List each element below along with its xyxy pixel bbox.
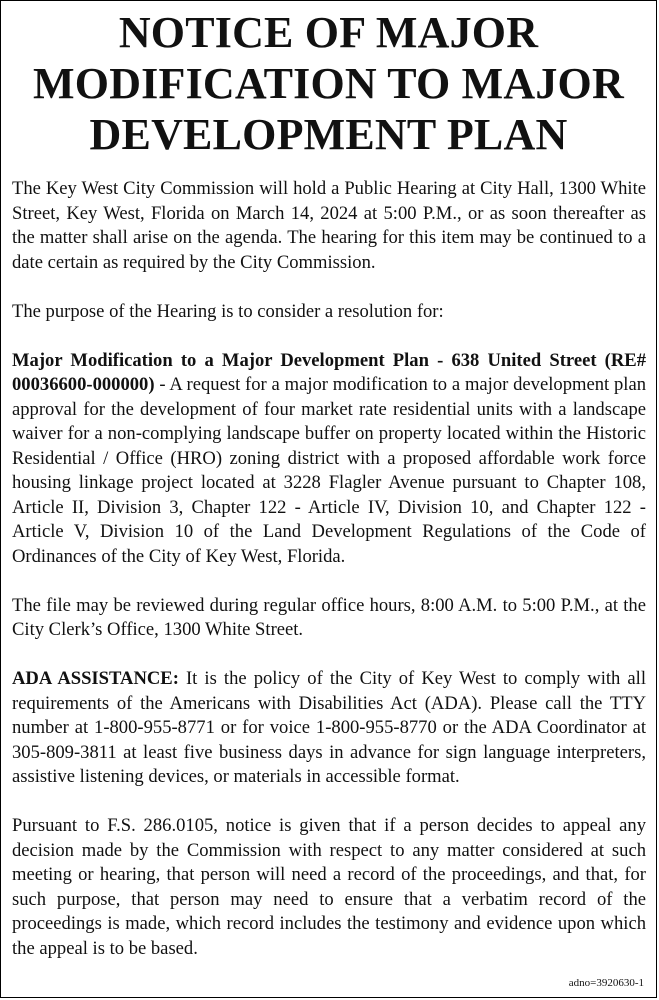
title-line-3: DEVELOPMENT PLAN: [89, 110, 568, 159]
notice-body: [12, 177, 646, 961]
item-text: - A request for a major modification to a major development plan approval for the development of four market rate residential units with a landscape waiver for a non-complying landscape buffer on property located within the Historic Residential / Office (HRO) zoning district with a proposed affordable work force housing linkage project located at 3228 Flagler Avenue pursuant to Chapter 108, Article II, Division 3, Chapter 122 - Article IV, Division 10, and Chapter 122 - Article V, Division 10 of the Land Development Regulations of the Code of Ordinances of the City of Key West, Florida.: [12, 374, 646, 567]
item-heading: Major Modification to a Major Development Plan - 638 United Street (RE# 00036600-000000): [12, 349, 646, 395]
purpose-paragraph: The purpose of the Hearing is to consider a resolution for:: [12, 300, 444, 322]
file-review-paragraph: The file may be reviewed during regular office hours, 8:00 A.M. to 5:00 P.M., at the City Clerk’s Office, 1300 White Street.: [12, 594, 646, 640]
item-paragraph: [12, 349, 646, 570]
title-line-2: MODIFICATION TO MAJOR: [33, 59, 624, 108]
notice-title: [1, 7, 656, 160]
appeal-paragraph: Pursuant to F.S. 286.0105, notice is given that if a person decides to appeal any decision made by the Commission with respect to any matter considered at such meeting or hearing, that person will need a record of the proceedings, and that, for such purpose, that person may need to ensure that a verbatim record of the proceedings is made, which record includes the testimony and evidence upon which the appeal is to be based.: [12, 815, 646, 959]
ad-number: adno=3920630-1: [568, 977, 644, 989]
intro-paragraph: The Key West City Commission will hold a Public Hearing at City Hall, 1300 White Street, Key West, Florida on March 14, 2024 at 5:00 P.M., or as soon thereafter as the matter shall arise on the agenda. The hearing for this item may be continued to a date certain as required by the City Commission.: [12, 178, 646, 273]
ada-text: It is the policy of the City of Key West to comply with all requirements of the Americans with Disabilities Act (ADA). Please call the TTY number at 1-800-955-8771 or for voice 1-800-955-8770 or the ADA Coordinator at 305-809-3811 at least five business days in advance for sign language interpreters, assistive listening devices, or materials in accessible format.: [12, 668, 646, 787]
ada-paragraph: [12, 667, 646, 790]
ada-heading: ADA ASSISTANCE:: [12, 668, 179, 689]
title-line-1: NOTICE OF MAJOR: [118, 8, 539, 57]
